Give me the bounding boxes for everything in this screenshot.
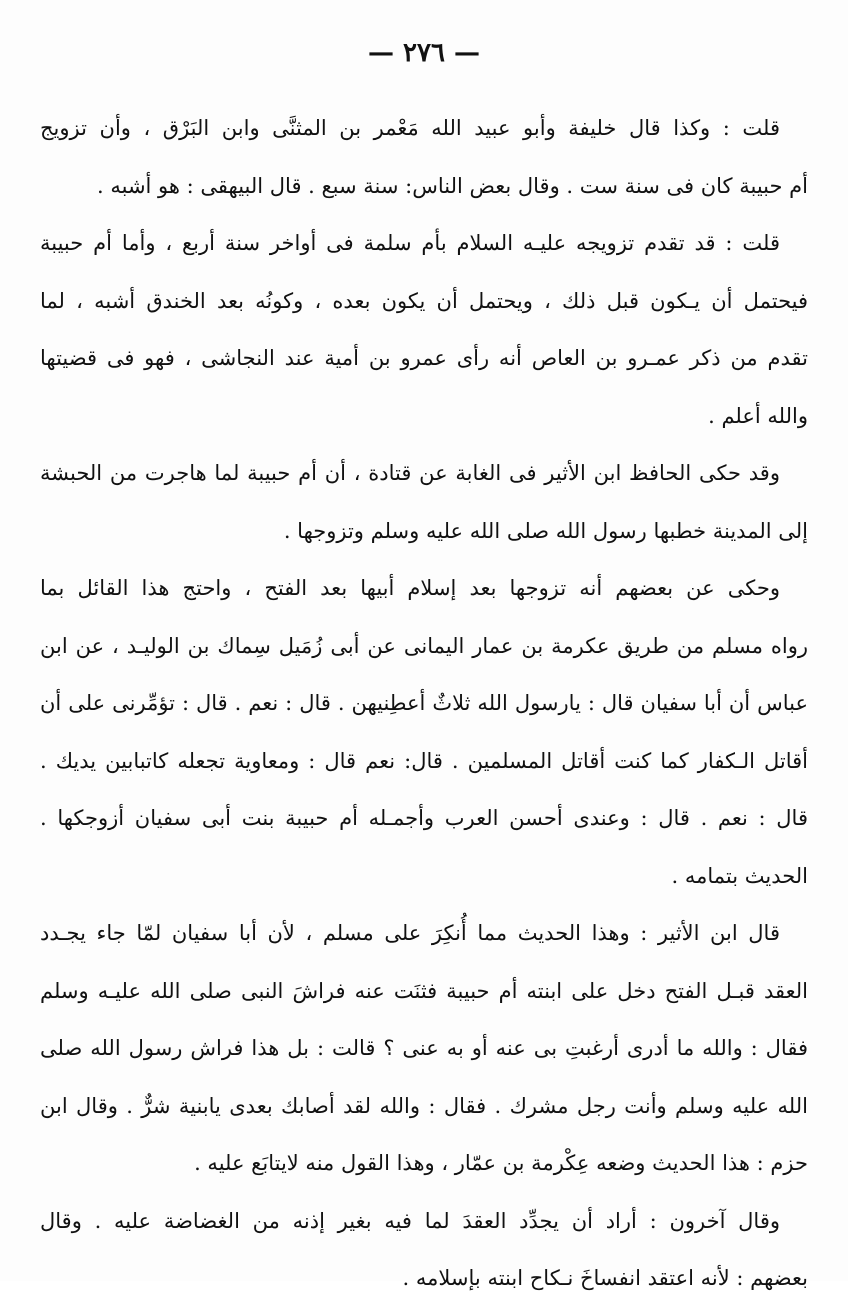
text-line: وحكى عن بعضهم أنه تزوجها بعد إسلام أبيها بعد الفتح ، واحتج هذا القائل بما <box>40 576 780 600</box>
page-text <box>40 100 808 1308</box>
text-line: قلت : قد تقدم تزويجه عليـه السلام بأم سلمة فى أواخر سنة أربع ، وأما أم حبيبة <box>40 231 780 255</box>
text-line: أم حبيبة كان فى سنة ست . وقال بعض الناس: سنة سبع . قال البيهقى : هو أشبه . <box>97 173 808 198</box>
text-line: الله عليه وسلم وأنت رجل مشرك . فقال : والله لقد أصابك بعدى يابنية شرٌّ . وقال ابن <box>40 1093 808 1118</box>
text-line: الحديث بتمامه . <box>671 863 808 888</box>
text-line: أقاتل الـكفار كما كنت أقاتل المسلمين . قال: نعم قال : ومعاوية تجعله كاتبابين يديك . <box>40 748 808 773</box>
text-line: بعضهم : لأنه اعتقد انفساخَ نـكاح ابنته بإسلامه . <box>402 1266 808 1290</box>
text-line: قال ابن الأثير : وهذا الحديث مما أُنكِرَ على مسلم ، لأن أبا سفيان لمّا جاء يجـدد <box>40 921 780 945</box>
text-line: إلى المدينة خطبها رسول الله صلى الله عليه وسلم وتزوجها . <box>283 518 808 543</box>
page-number: — ٢٧٦ — <box>367 38 481 68</box>
text-line: تقدم من ذكر عمـرو بن العاص أنه رأى عمرو بن أمية عند النجاشى ، فهو فى قضيتها <box>40 346 808 370</box>
text-line: حزم : هذا الحديث وضعه عِكْرمة بن عمّار ، وهذا القول منه لايتابَع عليه . <box>194 1151 808 1175</box>
text-line: العقد قبـل الفتح دخل على ابنته أم حبيبة فثنَت عنه فراشَ النبى صلى الله عليـه وسلم <box>40 978 808 1003</box>
text-line: وقال آخرون : أراد أن يجدِّد العقدَ لما فيه بغير إذنه من الغضاضة عليه . وقال <box>40 1208 780 1233</box>
text-line: والله أعلم . <box>708 403 808 428</box>
text-line: قلت : وكذا قال خليفة وأبو عبيد الله مَعْمر بن المثنَّى وابن البَرْق ، وأن تزويج <box>40 116 780 140</box>
text-line: فيحتمل أن يـكون قبل ذلك ، ويحتمل أن يكون بعده ، وكونُه بعد الخندق أشبه ، لما <box>40 288 808 313</box>
text-line: وقد حكى الحافظ ابن الأثير فى الغابة عن قتادة ، أن أم حبيبة لما هاجرت من الحبشة <box>40 461 780 485</box>
text-line: عباس أن أبا سفيان قال : يارسول الله ثلاثٌ أعطِنيهن . قال : نعم . قال : تؤمِّرنى على أن <box>40 691 808 715</box>
text-line: فقال : والله ما أدرى أرغبتِ بى عنه أو به عنى ؟ قالت : بل هذا فراش رسول الله صلى <box>40 1036 808 1060</box>
text-line: رواه مسلم من طريق عكرمة بن عمار اليمانى عن أبى زُمَيل سِماك بن الوليـد ، عن ابن <box>40 633 808 658</box>
text-line: قال : نعم . قال : وعندى أحسن العرب وأجمـله أم حبيبة بنت أبى سفيان أزوجكها . <box>40 806 808 830</box>
